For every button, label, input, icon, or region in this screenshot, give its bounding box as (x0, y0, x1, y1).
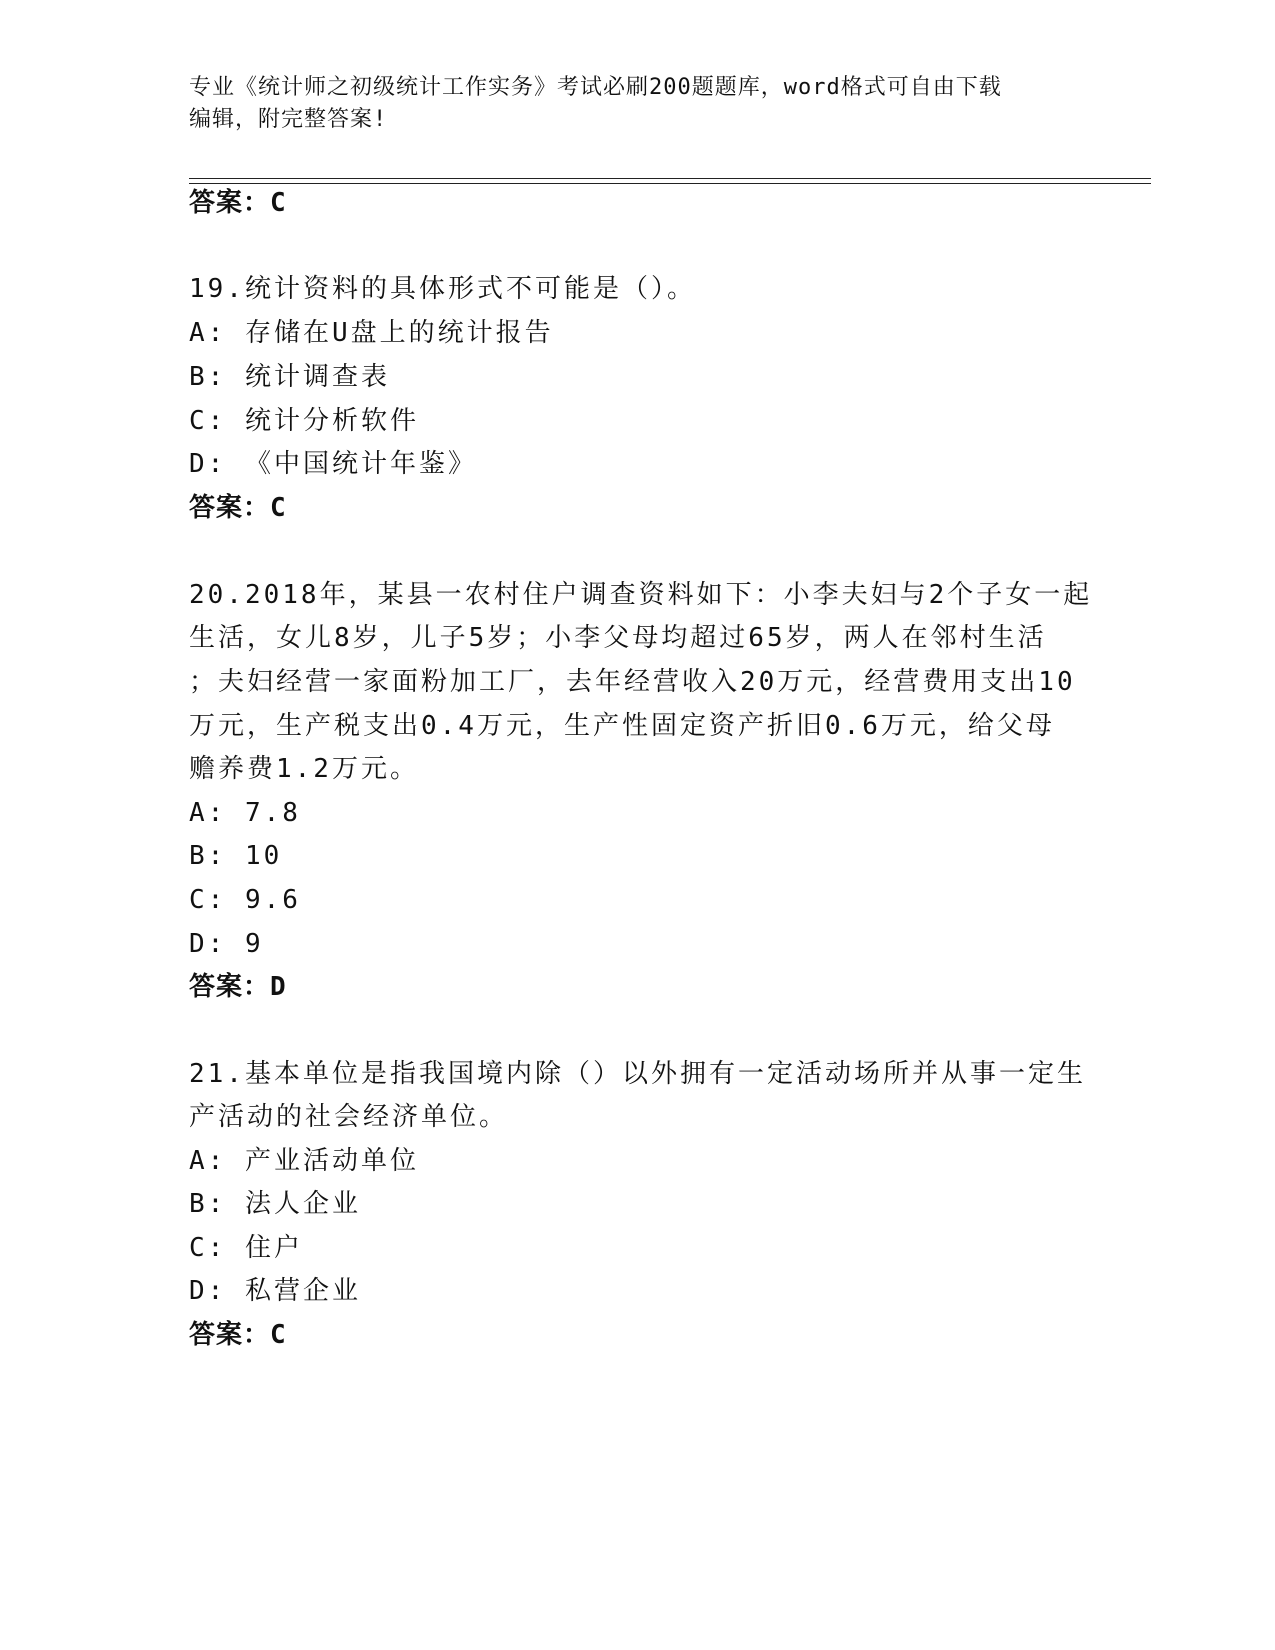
question-20-line-2: 生活，女儿8岁，儿子5岁；小李父母均超过65岁，两人在邻村生活 (189, 623, 1047, 653)
question-21-option-d: D: 私营企业 (189, 1276, 361, 1306)
question-19-text: 19.统计资料的具体形式不可能是（）。 (189, 274, 696, 304)
question-21-option-c: C: 住户 (189, 1233, 303, 1263)
question-21-answer: 答案：C (189, 1320, 287, 1350)
question-20-option-a: A: 7.8 (189, 798, 301, 828)
header-divider-top (189, 178, 1151, 179)
question-20-answer: 答案：D (189, 972, 287, 1002)
header-divider-bottom (189, 183, 1151, 184)
question-20-option-b: B: 10 (189, 841, 283, 871)
question-20-line-4: 万元，生产税支出0.4万元，生产性固定资产折旧0.6万元，给父母 (189, 711, 1055, 741)
question-19-option-d: D: 《中国统计年鉴》 (189, 449, 477, 479)
question-20-line-1: 20.2018年，某县一农村住户调查资料如下：小李夫妇与2个子女一起 (189, 580, 1093, 610)
question-20-line-3: ；夫妇经营一家面粉加工厂，去年经营收入20万元，经营费用支出10 (189, 667, 1076, 697)
question-20-line-5: 赡养费1.2万元。 (189, 754, 419, 784)
header-line-1: 专业《统计师之初级统计工作实务》考试必刷200题题库，word格式可自由下载 (189, 75, 1002, 100)
question-19-option-a: A: 存储在U盘上的统计报告 (189, 318, 554, 348)
question-19-option-b: B: 统计调查表 (189, 362, 390, 392)
question-21-line-1: 21.基本单位是指我国境内除（）以外拥有一定活动场所并从事一定生 (189, 1059, 1086, 1089)
answer-previous: 答案：C (189, 188, 287, 218)
question-21-line-2: 产活动的社会经济单位。 (189, 1102, 509, 1132)
question-19-answer: 答案：C (189, 493, 287, 523)
question-21-option-b: B: 法人企业 (189, 1189, 361, 1219)
header-line-2: 编辑，附完整答案! (189, 107, 388, 132)
question-21-option-a: A: 产业活动单位 (189, 1146, 419, 1176)
question-20-option-c: C: 9.6 (189, 885, 301, 915)
document-header (189, 72, 1089, 136)
question-19-option-c: C: 统计分析软件 (189, 406, 419, 436)
question-20-option-d: D: 9 (189, 929, 264, 959)
